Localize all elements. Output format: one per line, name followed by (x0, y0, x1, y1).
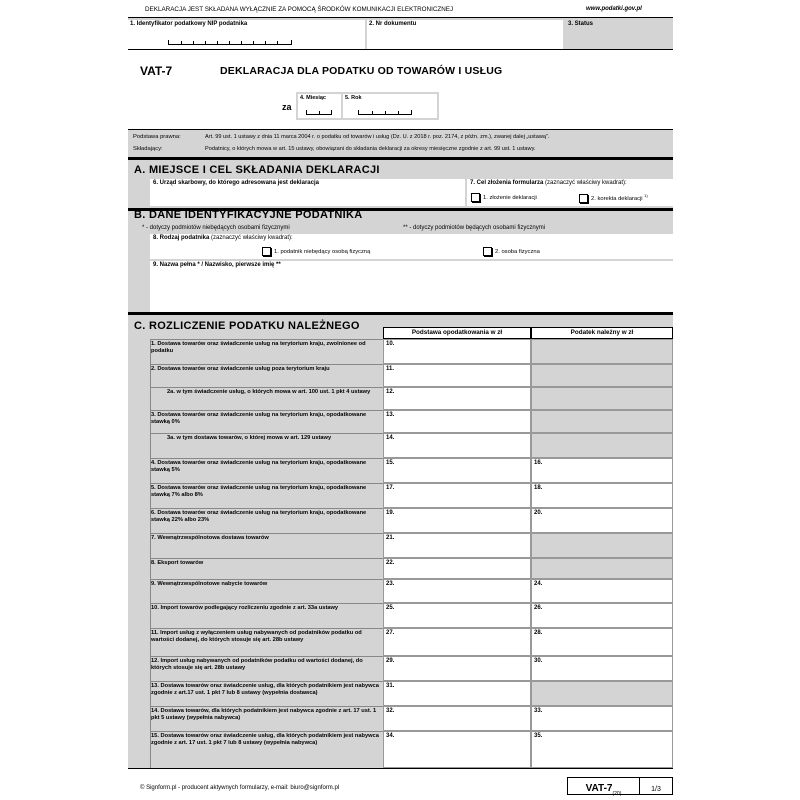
column-header-tax-base: Podstawa opodatkowania w zł (383, 327, 531, 339)
year-label: 5. Rok (345, 95, 362, 101)
za-label: za (282, 102, 292, 112)
tax-due-field[interactable]: 16. (531, 458, 673, 483)
purpose-label: 7. Cel złożenia formularza (zaznaczyć właściwy kwadrat): (470, 180, 627, 186)
taxpayer-type-option-natural[interactable]: 2. osoba fizyczna (483, 247, 540, 256)
row-description: 8. Eksport towarów (151, 560, 380, 567)
tax-base-field[interactable]: 12. (383, 387, 531, 410)
tax-office-label: 6. Urząd skarbowy, do którego adresowana jest deklaracja (153, 180, 319, 186)
tax-due-field[interactable]: 30. (531, 656, 673, 681)
row-description: 11. Import usług z wyłączeniem usług nabywanych od podatników podatku od wartości dodanej, do których stosuje się art. 28b ustawy (151, 630, 380, 644)
month-input[interactable] (306, 110, 332, 115)
tax-base-field[interactable]: 27. (383, 628, 531, 656)
tax-due-field[interactable]: 33. (531, 706, 673, 731)
tax-base-field[interactable]: 34. (383, 731, 531, 768)
row-description: 14. Dostawa towarów, dla których podatnikiem jest nabywca zgodnie z art. 17 ust. 1 pkt 5 ustawy (wypełnia nabywca) (151, 708, 380, 722)
tax-base-field[interactable]: 10. (383, 339, 531, 364)
row-description: 10. Import towarów podlegający rozliczeniu zgodnie z art. 33a ustawy (151, 605, 380, 612)
footer-form-box (567, 777, 640, 798)
year-input[interactable] (358, 110, 412, 115)
tax-base-field[interactable]: 23. (383, 579, 531, 603)
legal-basis-block (128, 129, 673, 158)
row-description: 3. Dostawa towarów oraz świadczenie usług na terytorium kraju, opodatkowane stawką 0% (151, 412, 380, 426)
tax-due-field-disabled (531, 410, 673, 433)
taxpayer-type-label: 8. Rodzaj podatnika (zaznaczyć właściwy kwadrat): (153, 235, 293, 241)
tax-base-field[interactable]: 21. (383, 533, 531, 558)
row-description: 6. Dostawa towarów oraz świadczenie usług na terytorium kraju, opodatkowane stawką 22% albo 23% (151, 510, 380, 524)
section-a (128, 160, 673, 208)
filers-label: Składający: (133, 146, 163, 152)
column-header-tax-due: Podatek należny w zł (531, 327, 673, 339)
period-box (296, 92, 439, 120)
header-box (128, 17, 673, 50)
checkbox-filing[interactable] (471, 193, 480, 202)
section-b-title: B. DANE IDENTYFIKACYJNE PODATNIKA (134, 209, 363, 221)
section-b (128, 211, 673, 312)
tax-due-field[interactable]: 24. (531, 579, 673, 603)
tax-base-field[interactable]: 31. (383, 681, 531, 706)
top-notice: DEKLARACJA JEST SKŁADANA WYŁĄCZNIE ZA POMOCĄ ŚRODKÓW KOMUNIKACJI ELEKTRONICZNEJ (145, 6, 454, 13)
tax-due-field-disabled (531, 558, 673, 579)
checkbox-correction[interactable] (579, 194, 588, 203)
taxpayer-type-option-legal[interactable]: 1. podatnik niebędący osobą fizyczną (262, 247, 370, 256)
row-description: 4. Dostawa towarów oraz świadczenie usług na terytorium kraju, opodatkowane stawką 5% (151, 460, 380, 474)
filers-text: Podatnicy, o których mowa w art. 15 ustawy, obowiązani do składania deklaracji za okresy miesięczne zgodnie z art. 99 ust. 1 ustawy. (205, 146, 536, 152)
row-description: 2. Dostawa towarów oraz świadczenie usług poza terytorium kraju (151, 366, 380, 373)
tax-base-field[interactable]: 22. (383, 558, 531, 579)
tax-base-field[interactable]: 19. (383, 508, 531, 533)
footer-form-code: VAT-7 (585, 783, 613, 794)
tax-due-field[interactable]: 35. (531, 731, 673, 768)
document-number-label: 2. Nr dokumentu (369, 21, 417, 27)
tax-due-field-disabled (531, 433, 673, 458)
tax-due-field-disabled (531, 364, 673, 387)
footer-page-box (640, 777, 673, 795)
month-label: 4. Miesiąc (300, 95, 326, 101)
row-description: 15. Dostawa towarów oraz świadczenie usług, dla których podatnikiem jest nabywca zgodnie z art. 17 ust. 1 pkt 7 lub 8 ustawy (wypełnia nabywca) (151, 733, 379, 746)
row-description: 2a. w tym świadczenie usług, o których mowa w art. 100 ust. 1 pkt 4 ustawy (167, 389, 380, 396)
row-description: 7. Wewnątrzwspólnotowa dostawa towarów (151, 535, 380, 542)
tax-base-field[interactable]: 13. (383, 410, 531, 433)
tax-due-field-disabled (531, 533, 673, 558)
purpose-option-filing[interactable]: 1. złożenie deklaracji (471, 193, 537, 202)
row-description: 5. Dostawa towarów oraz świadczenie usług na terytorium kraju, opodatkowane stawką 7% albo 8% (151, 485, 380, 499)
tax-base-field[interactable]: 32. (383, 706, 531, 731)
page-number: 1/3 (651, 786, 661, 793)
purpose-option-correction[interactable]: 2. korekta deklaracji $^{1)}$ (579, 193, 648, 203)
row-description: 3a. w tym dostawa towarów, o której mowa w art. 129 ustawy (167, 435, 380, 442)
checkbox-legal-entity[interactable] (262, 247, 271, 256)
nip-input[interactable] (168, 40, 292, 45)
tax-base-field[interactable]: 15. (383, 458, 531, 483)
row-description: 1. Dostawa towarów oraz świadczenie usług na terytorium kraju, zwolnionee od podatku (151, 341, 380, 355)
note-natural-person: ** - dotyczy podmiotów będących osobami fizycznymi (403, 225, 546, 231)
tax-due-field[interactable]: 20. (531, 508, 673, 533)
tax-base-field[interactable]: 29. (383, 656, 531, 681)
tax-due-field[interactable]: 18. (531, 483, 673, 508)
tax-due-field-disabled (531, 339, 673, 364)
checkbox-natural-person[interactable] (483, 247, 492, 256)
page-title: DEKLARACJA DLA PODATKU OD TOWARÓW I USŁUG (220, 65, 503, 77)
legal-basis-label: Podstawa prawna: (133, 134, 181, 140)
note-legal-entity: * - dotyczy podmiotów niebędących osobami fizycznymi (142, 225, 290, 231)
section-a-title: A. MIEJSCE I CEL SKŁADANIA DEKLARACJI (134, 164, 380, 176)
tax-base-field[interactable]: 11. (383, 364, 531, 387)
tax-due-field[interactable]: 26. (531, 603, 673, 628)
tax-due-field-disabled (531, 681, 673, 706)
website-link[interactable]: www.podatki.gov.pl (586, 6, 642, 12)
tax-base-field[interactable]: 17. (383, 483, 531, 508)
tax-due-field[interactable]: 28. (531, 628, 673, 656)
tax-base-field[interactable]: 25. (383, 603, 531, 628)
section-c-title: C. ROZLICZENIE PODATKU NALEŻNEGO (134, 320, 360, 332)
name-label: 9. Nazwa pełna * / Nazwisko, pierwsze imię ** (153, 262, 281, 268)
footer-producer: © Signform.pl - producent aktywnych formularzy, e-mail: biuro@signform.pl (140, 785, 340, 791)
footer-version: (20) (612, 791, 622, 798)
tax-base-field[interactable]: 14. (383, 433, 531, 458)
form-code: VAT-7 (140, 64, 173, 78)
row-description: 13. Dostawa towarów oraz świadczenie usług, dla których podatnikiem jest nabywca zgodnie z art.17 ust. 1 pkt 7 lub 8 ustawy (wypełnia dostawca) (151, 683, 379, 696)
legal-basis-text: Art. 99 ust. 1 ustawy z dnia 11 marca 2004 r. o podatku od towarów i usług (Dz. U. z 2018 r. poz. 2174, z późn. zm.), zwanej dalej „ustawą”. (205, 134, 550, 140)
row-description: 9. Wewnątrzwspólnotowe nabycie towarów (151, 581, 380, 588)
row-description: 12. Import usług nabywanych od podatników podatku od wartości dodanej, do których stosuje się art. 28b ustawy (151, 658, 380, 672)
nip-label: 1. Identyfikator podatkowy NIP podatnika (130, 21, 248, 27)
status-label: 3. Status (568, 21, 594, 27)
tax-due-field-disabled (531, 387, 673, 410)
